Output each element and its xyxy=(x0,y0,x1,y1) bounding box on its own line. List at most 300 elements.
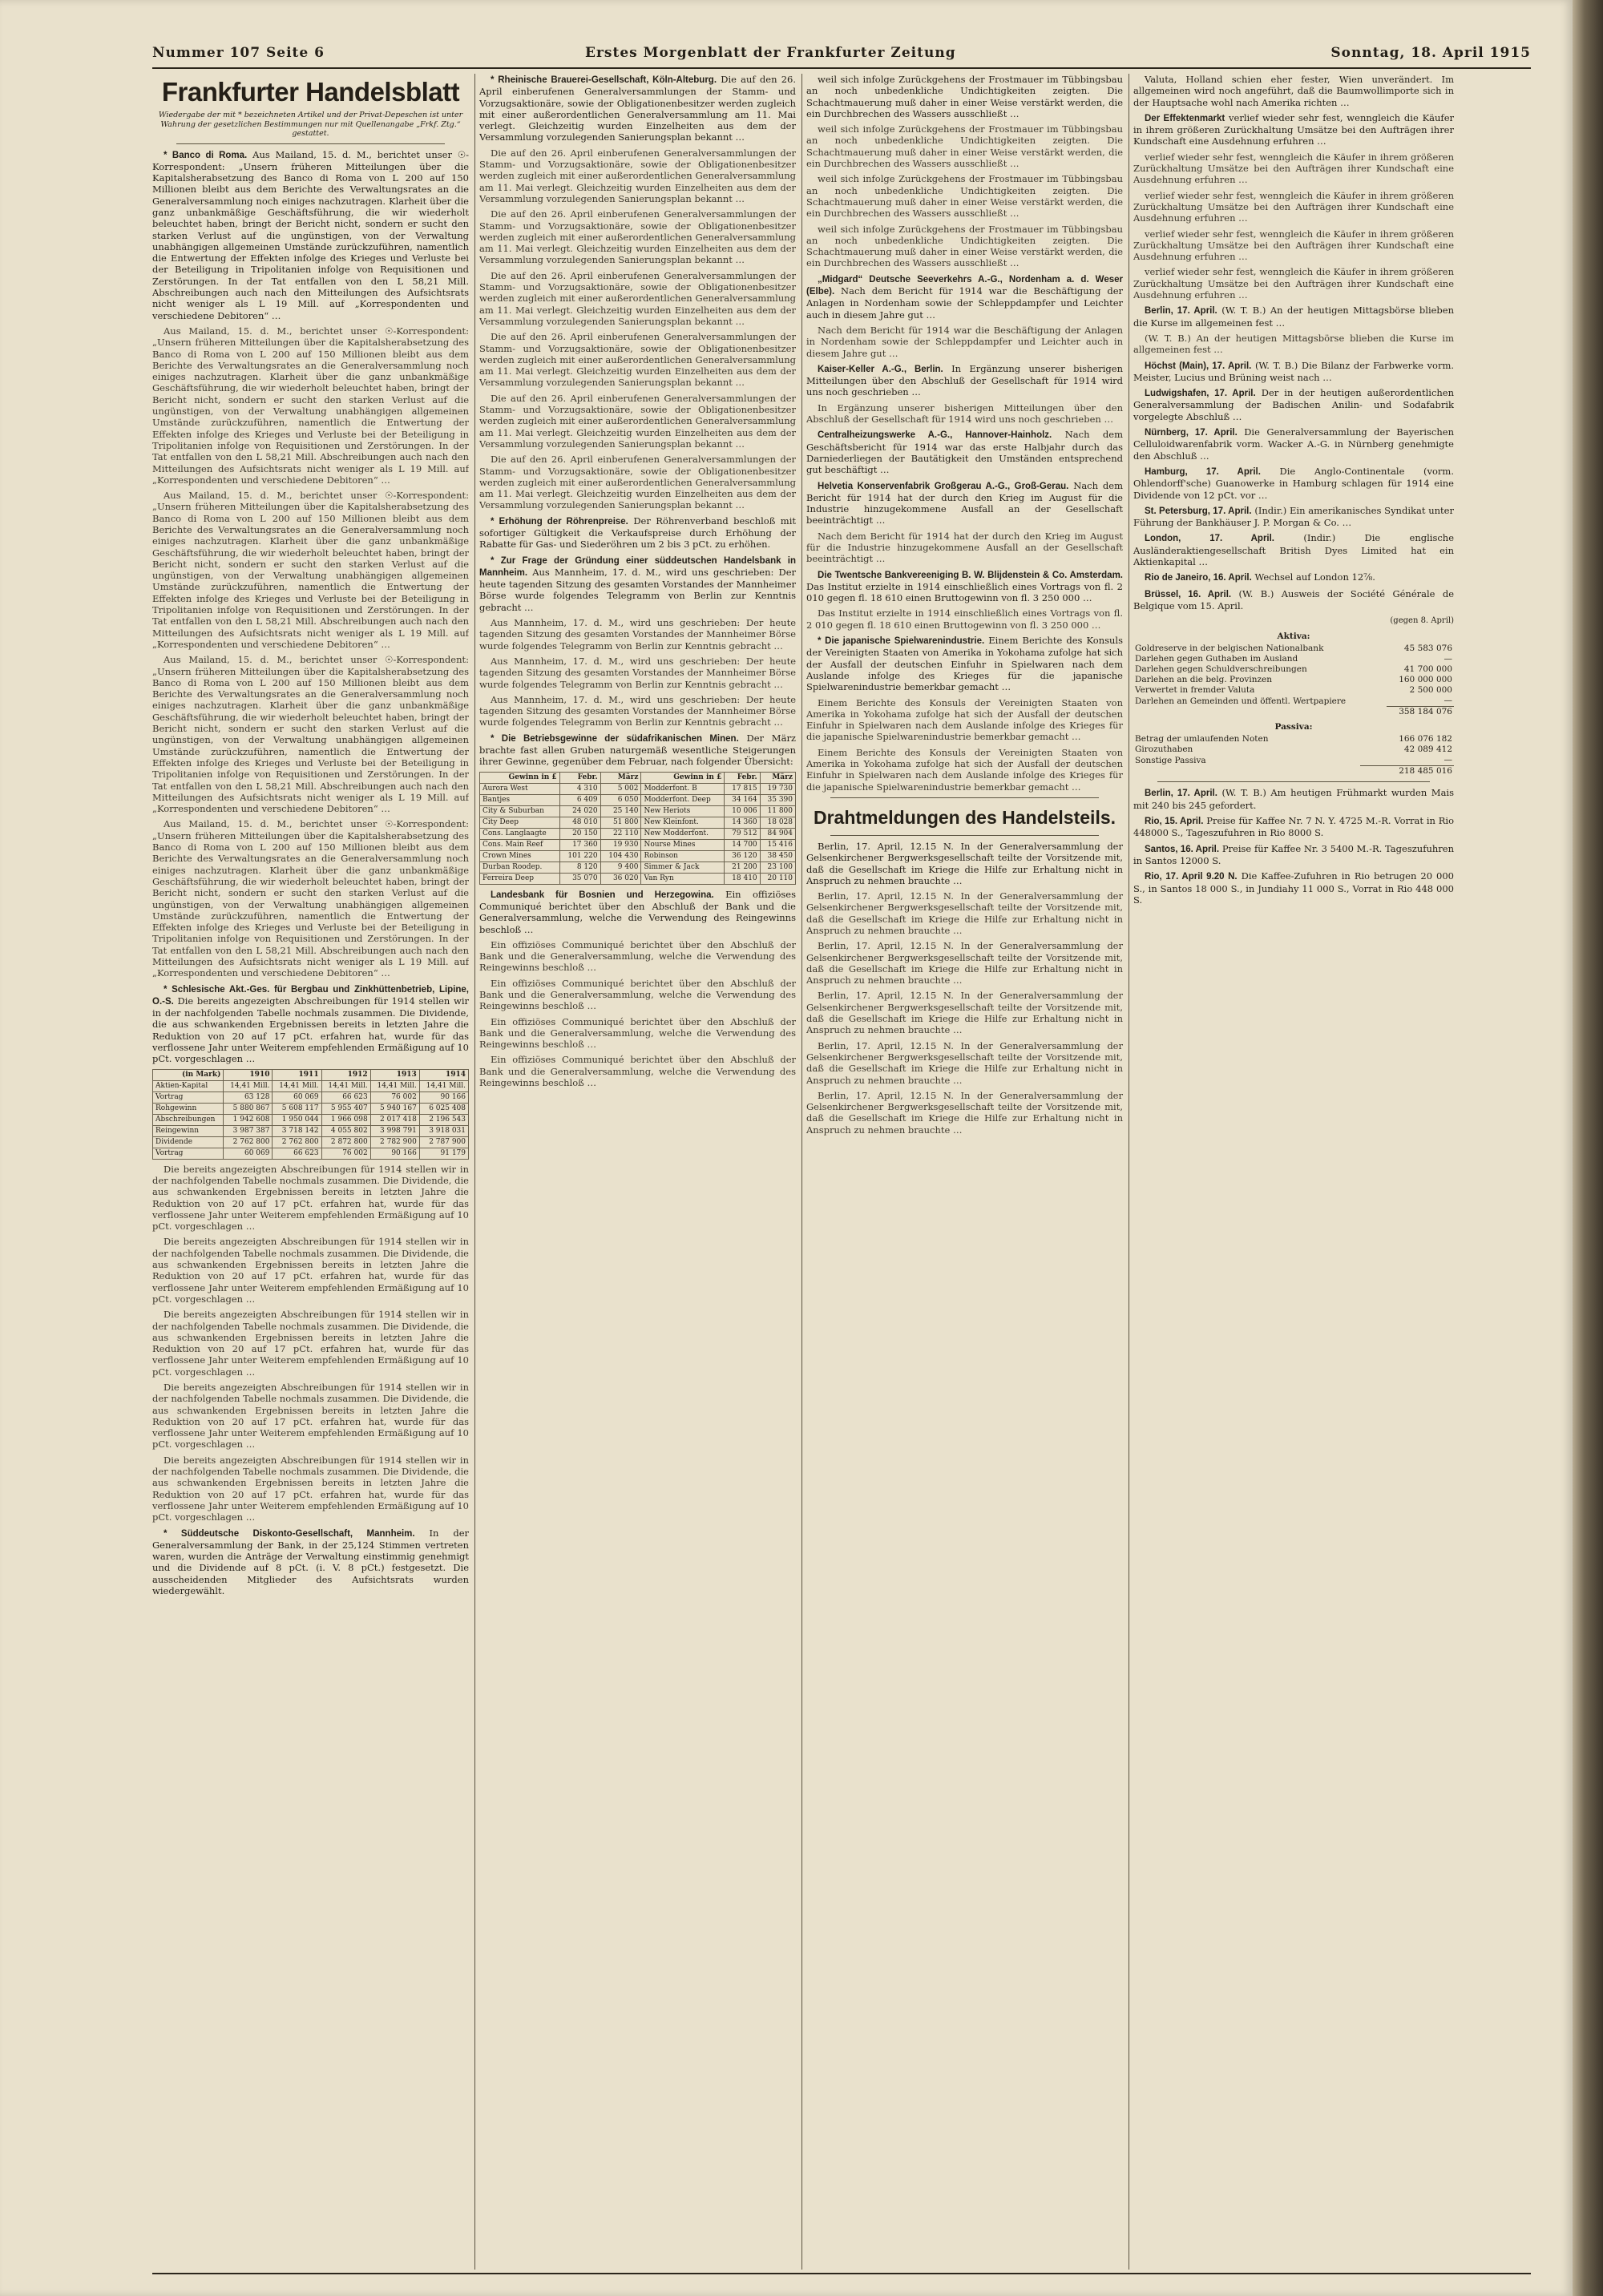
article-continuation xyxy=(806,940,1123,986)
article-text: Aus Mailand, 15. d. M., berichtet unser ☉-Korrespondent: „Unsern früheren Mitteilungen über die Kapitalsherabsetzung des Banco di Roma von L 200 auf 150 Millionen bleibt aus dem Berichte des Verwaltungsrates an die Generalversammlung noch einiges nachzutragen. Klarheit über die ganz unbankmäßige Geschäftsführung, die wir wiederholt beleuchtet haben, bringt der Bericht nicht, sondern er sucht den starken Verlust auf die ungünstigen, von der Verwaltung unabhängigen allgemeinen Umstände zurückzuführen, namentlich die Entwertung der Effekten infolge des Krieges und Verluste bei der Beteiligung in Tripolitanien infolge von Requisitionen und Zerstörungen. In der Tat entfallen von den L 58,21 Mill. Abschreibungen auch nach den Mitteilungen des Aufsichtsrats nicht weniger als L 19 Mill. auf „Korrespondenten und verschiedene Debitoren“ … xyxy=(152,654,469,815)
article-lead: London, 17. April. xyxy=(1145,534,1275,544)
article-text: verlief wieder sehr fest, wenngleich die Käufer in ihrem größeren Zurückhaltung Umsätze bei den Aufträgen ihrer Kundschaft eine Ausdehnung erfuhren … xyxy=(1133,266,1454,301)
table-cell: 18 028 xyxy=(760,817,795,828)
article-lead: „Midgard“ Deutsche Seeverkehrs A.-G., Nordenham a. d. Weser (Elbe). xyxy=(806,274,1123,297)
article-continuation xyxy=(152,1164,469,1233)
article-twentsche-bank xyxy=(806,569,1123,604)
article-text: Berlin, 17. April, 12.15 N. In der Generalversammlung der Gelsenkirchener Bergwerksgesellschaft teilte der Vorsitzende mit, daß die Gesellschaft im Kriege die Hilfe zur Erhaltung nicht in Anspruch zu nehmen brauchte … xyxy=(806,990,1123,1036)
header-rule xyxy=(152,67,1531,69)
balance-row xyxy=(1133,755,1454,766)
article-text: Das Institut erzielte in 1914 einschließlich eines Vortrags von fl. 2 010 gegen fl. 18 610 einen Bruttogewinn von fl. 3 250 000 … xyxy=(806,607,1123,631)
article-text: Die auf den 26. April einberufenen Generalversammlungen der Stamm- und Vorzugsaktionäre, sowie der Obligationenbesitzer werden zugleich mit einer außerordentlichen Generalversammlung am 11. Mai verlegt. Gleichzeitig wurden Einzelheiten aus dem der Versammlung vorzulegenden Sanierungsplan bekannt … xyxy=(479,331,796,389)
column-1 xyxy=(152,74,469,2270)
article-text: Die auf den 26. April einberufenen Generalversammlungen der Stamm- und Vorzugsaktionäre, sowie der Obligationenbesitzer werden zugleich mit einer außerordentlichen Generalversammlung am 11. Mai verlegt. Gleichzeitig wurden Einzelheiten aus dem der Versammlung vorzulegenden Sanierungsplan bekannt … xyxy=(479,74,796,143)
article-continuation xyxy=(806,224,1123,269)
table-cell: 6 050 xyxy=(600,794,641,805)
table-cell: 66 623 xyxy=(321,1092,370,1103)
table-header-cell: März xyxy=(760,772,795,783)
table-cell: 2 196 543 xyxy=(419,1114,468,1125)
balance-label: Goldreserve in der belgischen Nationalbank xyxy=(1135,644,1324,654)
article-continuation xyxy=(152,1309,469,1378)
table-cell: 51 800 xyxy=(600,817,641,828)
article-text: Valuta, Holland schien eher fester, Wien unverändert. Im allgemeinen wird noch angeführt, daß die Baumwollimporte sich in der Hauptsache wohl nach Amerika richten … xyxy=(1133,74,1454,108)
table-cell: 14,41 Mill. xyxy=(273,1080,321,1092)
market-rio xyxy=(1133,815,1454,839)
article-continuation xyxy=(152,490,469,650)
table-cell: 14,41 Mill. xyxy=(419,1080,468,1092)
article-continuation xyxy=(806,531,1123,565)
article-continuation xyxy=(806,607,1123,631)
table-cell: 36 020 xyxy=(600,873,641,884)
table-cell: 3 998 791 xyxy=(370,1125,419,1136)
table-header-cell: Gewinn in £ xyxy=(480,772,560,783)
table-cell: 76 002 xyxy=(370,1092,419,1103)
article-text: (W. T. B.) An der heutigen Mittagsbörse blieben die Kurse im allgemeinen fest … xyxy=(1133,332,1454,356)
article-continuation xyxy=(806,747,1123,793)
table-cell: New Heriots xyxy=(641,805,725,817)
article-continuation xyxy=(1133,190,1454,224)
table-cell: Robinson xyxy=(641,850,725,862)
article-text: Aus Mailand, 15. d. M., berichtet unser ☉-Korrespondent: „Unsern früheren Mitteilungen über die Kapitalsherabsetzung des Banco di Roma von L 200 auf 150 Millionen bleibt aus dem Berichte des Verwaltungsrates an die Generalversammlung noch einiges nachzutragen. Klarheit über die ganz unbankmäßige Geschäftsführung, die wir wiederholt beleuchtet haben, bringt der Bericht nicht, sondern er sucht den starken Verlust auf die ungünstigen, von der Verwaltung unabhängigen allgemeinen Umstände zurückzuführen, namentlich die Entwertung der Effekten infolge des Krieges und Verluste bei der Beteiligung in Tripolitanien infolge von Requisitionen und Zerstörungen. In der Tat entfallen von den L 58,21 Mill. Abschreibungen auch nach den Mitteilungen des Aufsichtsrats nicht weniger als L 19 Mill. auf „Korrespondenten und verschiedene Debitoren“ … xyxy=(152,148,469,321)
telegram-hoechst xyxy=(1133,360,1454,384)
table-header-cell: Gewinn in £ xyxy=(641,772,725,783)
table-row xyxy=(153,1148,469,1159)
article-lead: Höchst (Main), 17. April. xyxy=(1145,361,1252,371)
article-continuation xyxy=(479,208,796,265)
article-text: Einem Berichte des Konsuls der Vereinigten Staaten von Amerika in Yokohama zufolge hat sich der Ausfall der deutschen Einfuhr in Spielwaren nach dem Auslande infolge des Krieges für die japanische Spielwarenindustrie bemerkbar gemacht … xyxy=(806,696,1123,743)
article-continuation xyxy=(806,173,1123,219)
table-row xyxy=(480,794,796,805)
article-text: Das Institut erzielte in 1914 einschließlich eines Vortrags von fl. 2 010 gegen fl. 18 610 einen Bruttogewinn von fl. 3 250 000 … xyxy=(806,580,1123,604)
table-cell: 35 390 xyxy=(760,794,795,805)
market-santos xyxy=(1133,843,1454,867)
table-cell: 24 020 xyxy=(559,805,600,817)
table-cell: Reingewinn xyxy=(153,1125,224,1136)
article-text: Die Generalversammlung der Bayerischen Celluloidwarenfabrik vorm. Wacker A.-G. in Nürnberg genehmigte den Abschluß … xyxy=(1133,426,1454,462)
article-lead: Centralheizungswerke A.-G., Hannover-Hainholz. xyxy=(818,430,1052,441)
table-cell: 2 762 800 xyxy=(273,1136,321,1148)
table-row xyxy=(153,1114,469,1125)
table-cell: City Deep xyxy=(480,817,560,828)
telegram-berlin xyxy=(1133,305,1454,329)
article-lead: Landesbank für Bosnien und Herzegowina. xyxy=(491,890,714,900)
table-cell: 8 120 xyxy=(559,862,600,873)
table-cell: Vortrag xyxy=(153,1148,224,1159)
table-cell: 3 987 387 xyxy=(224,1125,273,1136)
liabilities-total: 218 485 016 xyxy=(1360,766,1454,777)
balance-row xyxy=(1133,644,1454,654)
article-text: In Ergänzung unserer bisherigen Mitteilungen über den Abschluß der Gesellschaft für 1914 wird uns noch geschrieben … xyxy=(806,362,1123,398)
article-text: (W. B.) Ausweis der Société Générale de Belgique vom 15. April. xyxy=(1133,587,1454,611)
table-cell: Dividende xyxy=(153,1136,224,1148)
table-cell: 35 070 xyxy=(559,873,600,884)
table-cell: Simmer & Jack xyxy=(641,862,725,873)
balance-unit: (gegen 8. April) xyxy=(1390,616,1454,626)
article-continuation xyxy=(806,990,1123,1035)
table-cell: 101 220 xyxy=(559,850,600,862)
table-row xyxy=(480,783,796,794)
table-cell: Vortrag xyxy=(153,1092,224,1103)
table-row xyxy=(480,850,796,862)
article-continuation xyxy=(806,1090,1123,1136)
article-text: (Indir.) Die englische Ausländeraktiengesellschaft British Dyes Limited hat ein Aktienkapital … xyxy=(1133,532,1454,567)
table-cell: 2 782 900 xyxy=(370,1136,419,1148)
table-row xyxy=(480,862,796,873)
table-cell: 17 360 xyxy=(559,839,600,850)
divider xyxy=(176,143,445,144)
page-header xyxy=(152,42,1531,66)
table-cell: 60 069 xyxy=(273,1092,321,1103)
article-continuation xyxy=(1133,266,1454,301)
article-continuation xyxy=(479,617,796,652)
balance-row xyxy=(1133,696,1454,707)
article-helvetia xyxy=(806,480,1123,527)
table-cell: 5 955 407 xyxy=(321,1103,370,1114)
balance-row xyxy=(1133,734,1454,744)
balance-value: 41 700 000 xyxy=(1403,664,1452,675)
table-cell: 2 762 800 xyxy=(224,1136,273,1148)
assets-caption: Aktiva: xyxy=(1277,632,1310,642)
article-text: Der in der heutigen außerordentlichen Generalversammlung der Badischen Anilin- und Sodafabrik vorgelegte Abschluß … xyxy=(1133,387,1454,422)
table-cell: 91 179 xyxy=(419,1148,468,1159)
table-cell: 84 904 xyxy=(760,828,795,839)
table-cell: Van Ryn xyxy=(641,873,725,884)
article-continuation xyxy=(806,325,1123,359)
article-handelsbank-mannheim xyxy=(479,555,796,613)
article-lead: Kaiser-Keller A.-G., Berlin. xyxy=(818,364,943,374)
telegram-london xyxy=(1133,532,1454,567)
article-lead: * Erhöhung der Röhrenpreise. xyxy=(491,516,628,527)
article-text: Berlin, 17. April, 12.15 N. In der Generalversammlung der Gelsenkirchener Bergwerksgesellschaft teilte der Vorsitzende mit, daß die Gesellschaft im Kriege die Hilfe zur Erhaltung nicht in Anspruch zu nehmen brauchte … xyxy=(806,940,1123,987)
issue-date: Sonntag, 18. April 1915 xyxy=(1330,45,1531,61)
balance-label: Betrag der umlaufenden Noten xyxy=(1135,734,1269,744)
article-lead: Hamburg, 17. April. xyxy=(1145,466,1261,477)
table-cell: 90 166 xyxy=(419,1092,468,1103)
table-cell: New Modderfont. xyxy=(641,828,725,839)
article-text: verlief wieder sehr fest, wenngleich die Käufer in ihrem größeren Zurückhaltung Umsätze bei den Aufträgen ihrer Kundschaft eine Ausdehnung erfuhren … xyxy=(1133,189,1454,224)
table-row xyxy=(153,1080,469,1092)
telegram-bruessel xyxy=(1133,588,1454,612)
table-cell: Cons. Langlaagte xyxy=(480,828,560,839)
article-text: Ein offiziöses Communiqué berichtet über den Abschluß der Bank und die Generalversammlung, welche die Verwendung des Reingewinns beschloß … xyxy=(479,888,796,935)
telegram-hamburg xyxy=(1133,466,1454,501)
article-text: Die bereits angezeigten Abschreibungen für 1914 stellen wir in der nachfolgenden Tabelle nochmals zusammen. Die Dividende, die aus schwankenden Ergebnissen bereits in letzten Jahre die Reduktion von 20 auf 17 pCt. erfahren hat, wurde für das verflossene Jahr unter Weiterem empfehlenden Ermäßigung auf 10 pCt. vorgeschlagen … xyxy=(152,1309,469,1378)
article-text: Ein offiziöses Communiqué berichtet über den Abschluß der Bank und die Generalversammlung, welche die Verwendung des Reingewinns beschloß … xyxy=(479,1054,796,1089)
issue-number: Nummer 107 Seite 6 xyxy=(152,45,325,61)
article-lead: Berlin, 17. April. xyxy=(1145,306,1217,317)
article-rheinische-brauerei xyxy=(479,74,796,143)
article-continuation xyxy=(1133,228,1454,263)
article-centralheizungswerke xyxy=(806,429,1123,475)
table-cell: 104 430 xyxy=(600,850,641,862)
section-masthead: Frankfurter Handelsblatt xyxy=(161,77,460,107)
article-text: Die auf den 26. April einberufenen Generalversammlungen der Stamm- und Vorzugsaktionäre, sowie der Obligationenbesitzer werden zugleich mit einer außerordentlichen Generalversammlung am 11. Mai verlegt. Gleichzeitig wurden Einzelheiten aus dem der Versammlung vorzulegenden Sanierungsplan bekannt … xyxy=(479,392,796,450)
article-suedafrikanische-minen xyxy=(479,732,796,768)
table-cell: Modderfont. B xyxy=(641,783,725,794)
article-continuation xyxy=(1133,151,1454,186)
article-text: Preise für Kaffee Nr. 7 N. Y. 4725 M.-R. Vorrat in Rio 448000 S., Tageszufuhren in Rio 8000 S. xyxy=(1133,815,1454,839)
table-header-cell: 1912 xyxy=(321,1069,370,1080)
article-text: Der März brachte fast allen Gruben naturgemäß wesentliche Steigerungen ihrer Gewinne, gegenüber dem Februar, nach folgender Übersicht: xyxy=(479,732,796,768)
article-text: (W. T. B.) Am heutigen Frühmarkt wurden Mais mit 240 bis 245 gefordert. xyxy=(1133,787,1454,811)
article-continuation xyxy=(479,270,796,327)
table-cell: 20 110 xyxy=(760,873,795,884)
article-lead: Ludwigshafen, 17. April. xyxy=(1145,389,1256,399)
table-row xyxy=(480,805,796,817)
table-cell: 76 002 xyxy=(321,1148,370,1159)
balance-assets-table xyxy=(1133,630,1454,717)
article-continuation xyxy=(152,1382,469,1451)
table-row xyxy=(153,1092,469,1103)
table-row xyxy=(153,1103,469,1114)
telegrams-heading: Drahtmeldungen des Handelsteils. xyxy=(813,806,1116,828)
article-text: Aus Mailand, 15. d. M., berichtet unser ☉-Korrespondent: „Unsern früheren Mitteilungen über die Kapitalsherabsetzung des Banco di Roma von L 200 auf 150 Millionen bleibt aus dem Berichte des Verwaltungsrates an die Generalversammlung noch einiges nachzutragen. Klarheit über die ganz unbankmäßige Geschäftsführung, die wir wiederholt beleuchtet haben, bringt der Bericht nicht, sondern er sucht den starken Verlust auf die ungünstigen, von der Verwaltung unabhängigen allgemeinen Umstände zurückzuführen, namentlich die Entwertung der Effekten infolge des Krieges und Verluste bei der Beteiligung in Tripolitanien infolge von Requisitionen und Zerstörungen. In der Tat entfallen von den L 58,21 Mill. Abschreibungen auch nach den Mitteilungen des Aufsichtsrats nicht weniger als L 19 Mill. auf „Korrespondenten und verschiedene Debitoren“ … xyxy=(152,818,469,979)
article-lead: * Zur Frage der Gründung einer süddeutschen Handelsbank in Mannheim. xyxy=(479,555,796,578)
table-cell: 5 608 117 xyxy=(273,1103,321,1114)
balance-label: Darlehen an die belg. Provinzen xyxy=(1135,675,1272,685)
balance-row xyxy=(1133,654,1454,664)
article-effektenmarkt xyxy=(1133,112,1454,147)
article-continuation xyxy=(152,325,469,486)
article-continuation xyxy=(806,123,1123,169)
article-text: Die bereits angezeigten Abschreibungen für 1914 stellen wir in der nachfolgenden Tabelle nochmals zusammen. Die Dividende, die aus schwankenden Ergebnissen bereits in letzten Jahre die Reduktion von 20 auf 17 pCt. erfahren hat, wurde für das verflossene Jahr unter Weiterem empfehlenden Ermäßigung auf 10 pCt. vorgeschlagen … xyxy=(152,1236,469,1305)
telegram-nuernberg xyxy=(1133,426,1454,462)
article-schlesische-akt-ges xyxy=(152,983,469,1065)
article-text: (W. T. B.) An der heutigen Mittagsbörse blieben die Kurse im allgemeinen fest … xyxy=(1133,305,1454,329)
liabilities-caption: Passiva: xyxy=(1274,722,1313,732)
table-cell: 5 940 167 xyxy=(370,1103,419,1114)
balance-value: — xyxy=(1444,654,1452,664)
article-text: weil sich infolge Zurückgehens der Frostmauer im Tübbingsbau an noch unbedenkliche Undichtigkeiten zeigten. Die Schachtmauerung muß daher in einer Weise verstärkt werden, die ein Durchbrechen des Wassers ausschließt … xyxy=(806,74,1123,119)
article-text: Aus Mailand, 15. d. M., berichtet unser ☉-Korrespondent: „Unsern früheren Mitteilungen über die Kapitalsherabsetzung des Banco di Roma von L 200 auf 150 Millionen bleibt aus dem Berichte des Verwaltungsrates an die Generalversammlung noch einiges nachzutragen. Klarheit über die ganz unbankmäßige Geschäftsführung, die wir wiederholt beleuchtet haben, bringt der Bericht nicht, sondern er sucht den starken Verlust auf die ungünstigen, von der Verwaltung unabhängigen allgemeinen Umstände zurückzuführen, namentlich die Entwertung der Effekten infolge des Krieges und Verluste bei der Beteiligung in Tripolitanien infolge von Requisitionen und Zerstörungen. In der Tat entfallen von den L 58,21 Mill. Abschreibungen auch nach den Mitteilungen des Aufsichtsrats nicht weniger als L 19 Mill. auf „Korrespondenten und verschiedene Debitoren“ … xyxy=(152,325,469,486)
article-sueddeutsche-diskonto xyxy=(152,1527,469,1597)
article-text: Berlin, 17. April, 12.15 N. In der Generalversammlung der Gelsenkirchener Bergwerksgesellschaft teilte der Vorsitzende mit, daß die Gesellschaft im Kriege die Hilfe zur Erhaltung nicht in Anspruch zu nehmen brauchte … xyxy=(806,890,1123,936)
column-divider xyxy=(474,74,475,2270)
balance-label: Girozuthaben xyxy=(1135,744,1193,755)
table-cell: 1 966 098 xyxy=(321,1114,370,1125)
table-cell: 9 400 xyxy=(600,862,641,873)
article-text: Wechsel auf London 12⅞. xyxy=(1254,571,1375,583)
article-text: verlief wieder sehr fest, wenngleich die Käufer in ihrem größeren Zurückhaltung Umsätze bei den Aufträgen ihrer Kundschaft eine Ausdehnung erfuhren … xyxy=(1133,228,1454,263)
telegram-rio xyxy=(1133,571,1454,583)
article-lead: * Die japanische Spielwarenindustrie. xyxy=(818,636,985,647)
table-cell: 15 416 xyxy=(760,839,795,850)
article-text: Berlin, 17. April, 12.15 N. In der Generalversammlung der Gelsenkirchener Bergwerksgesellschaft teilte der Vorsitzende mit, daß die Gesellschaft im Kriege die Hilfe zur Erhaltung nicht in Anspruch zu nehmen brauchte … xyxy=(806,1089,1123,1136)
article-text: Die bereits angezeigten Abschreibungen für 1914 stellen wir in der nachfolgenden Tabelle nochmals zusammen. Die Dividende, die aus schwankenden Ergebnissen bereits in letzten Jahre die Reduktion von 20 auf 17 pCt. erfahren hat, wurde für das verflossene Jahr unter Weiterem empfehlenden Ermäßigung auf 10 pCt. vorgeschlagen … xyxy=(152,1382,469,1451)
article-text: Die bereits angezeigten Abschreibungen für 1914 stellen wir in der nachfolgenden Tabelle nochmals zusammen. Die Dividende, die aus schwankenden Ergebnissen bereits in letzten Jahre die Reduktion von 20 auf 17 pCt. erfahren hat, wurde für das verflossene Jahr unter Weiterem empfehlenden Ermäßigung auf 10 pCt. vorgeschlagen … xyxy=(152,1163,469,1233)
article-lead: Berlin, 17. April. xyxy=(1145,789,1217,799)
article-text: Aus Mannheim, 17. d. M., wird uns geschrieben: Der heute tagenden Sitzung des gesamten Vorstandes der Mannheimer Börse wurde folgendes Telegramm von Berlin zur Kenntnis gebracht … xyxy=(479,566,796,613)
article-text: (Indir.) Ein amerikanisches Syndikat unter Führung der Bankhäuser J. P. Morgan & Co. … xyxy=(1133,504,1454,529)
divider xyxy=(830,835,1099,836)
table-header-cell: 1910 xyxy=(224,1069,273,1080)
article-text: Ein offiziöses Communiqué berichtet über den Abschluß der Bank und die Generalversammlung, welche die Verwendung des Reingewinns beschloß … xyxy=(479,938,796,974)
article-lead: Der Effektenmarkt xyxy=(1145,113,1225,123)
table-header-cell: März xyxy=(600,772,641,783)
article-lead: Rio, 17. April 9.20 N. xyxy=(1145,872,1238,882)
table-cell: 20 150 xyxy=(559,828,600,839)
article-continuation xyxy=(806,402,1123,426)
table-cell: 1 950 044 xyxy=(273,1114,321,1125)
column-2 xyxy=(479,74,796,2270)
balance-label: Darlehen an Gemeinden und öffentl. Wertpapiere xyxy=(1135,696,1347,706)
article-text: Die auf den 26. April einberufenen Generalversammlungen der Stamm- und Vorzugsaktionäre, sowie der Obligationenbesitzer werden zugleich mit einer außerordentlichen Generalversammlung am 11. Mai verlegt. Gleichzeitig wurden Einzelheiten aus dem der Versammlung vorzulegenden Sanierungsplan bekannt … xyxy=(479,208,796,266)
table-cell: Aurora West xyxy=(480,783,560,794)
footer-rule xyxy=(152,2273,1531,2274)
article-text: Die bereits angezeigten Abschreibungen für 1914 stellen wir in der nachfolgenden Tabelle nochmals zusammen. Die Dividende, die aus schwankenden Ergebnissen bereits in letzten Jahre die Reduktion von 20 auf 17 pCt. erfahren hat, wurde für das verflossene Jahr unter Weiterem empfehlenden Ermäßigung auf 10 pCt. vorgeschlagen … xyxy=(152,995,469,1065)
table-cell: 5 002 xyxy=(600,783,641,794)
table-cell: 2 017 418 xyxy=(370,1114,419,1125)
article-text: Die auf den 26. April einberufenen Generalversammlungen der Stamm- und Vorzugsaktionäre, sowie der Obligationenbesitzer werden zugleich mit einer außerordentlichen Generalversammlung am 11. Mai verlegt. Gleichzeitig wurden Einzelheiten aus dem der Versammlung vorzulegenden Sanierungsplan bekannt … xyxy=(479,147,796,204)
table-header-cell: 1913 xyxy=(370,1069,419,1080)
article-text: Der Röhrenverband beschloß mit sofortiger Gültigkeit die Verkaufspreise durch Erhöhung der Rabatte für Gas- und Siederöhren um 2 bis 3 pCt. zu erhöhen. xyxy=(479,514,796,551)
table-cell: 1 942 608 xyxy=(224,1114,273,1125)
article-text: Aus Mannheim, 17. d. M., wird uns geschrieben: Der heute tagenden Sitzung des gesamten Vorstandes der Mannheimer Börse wurde folgendes Telegramm von Berlin zur Kenntnis gebracht … xyxy=(479,655,796,690)
article-text: Aus Mannheim, 17. d. M., wird uns geschrieben: Der heute tagenden Sitzung des gesamten Vorstandes der Mannheimer Börse wurde folgendes Telegramm von Berlin zur Kenntnis gebracht … xyxy=(479,617,796,652)
table-header-cell: Febr. xyxy=(559,772,600,783)
table-cell: 11 800 xyxy=(760,805,795,817)
table-cell: 25 140 xyxy=(600,805,641,817)
article-lead: Die Twentsche Bankvereeniging B. W. Blijdenstein & Co. Amsterdam. xyxy=(818,570,1123,580)
balance-value: 2 500 000 xyxy=(1409,685,1452,696)
assets-total: 358 184 076 xyxy=(1387,707,1454,718)
table-cell: 17 815 xyxy=(725,783,760,794)
article-continuation xyxy=(152,1455,469,1523)
table-cell: Rohgewinn xyxy=(153,1103,224,1114)
table-cell: 38 450 xyxy=(760,850,795,862)
article-text: Die auf den 26. April einberufenen Generalversammlungen der Stamm- und Vorzugsaktionäre, sowie der Obligationenbesitzer werden zugleich mit einer außerordentlichen Generalversammlung am 11. Mai verlegt. Gleichzeitig wurden Einzelheiten aus dem der Versammlung vorzulegenden Sanierungsplan bekannt … xyxy=(479,454,796,511)
article-continued xyxy=(806,74,1123,119)
article-lead: Santos, 16. April. xyxy=(1145,844,1220,854)
table-cell: 19 730 xyxy=(760,783,795,794)
table-cell: 34 164 xyxy=(725,794,760,805)
article-text: Die auf den 26. April einberufenen Generalversammlungen der Stamm- und Vorzugsaktionäre, sowie der Obligationenbesitzer werden zugleich mit einer außerordentlichen Generalversammlung am 11. Mai verlegt. Gleichzeitig wurden Einzelheiten aus dem der Versammlung vorzulegenden Sanierungsplan bekannt … xyxy=(479,269,796,327)
balance-value: 166 076 182 xyxy=(1399,734,1452,744)
article-text: weil sich infolge Zurückgehens der Frostmauer im Tübbingsbau an noch unbedenkliche Undichtigkeiten zeigten. Die Schachtmauerung muß daher in einer Weise verstärkt werden, die ein Durchbrechen des Wassers ausschließt … xyxy=(806,223,1123,269)
article-text: (W. T. B.) Die Bilanz der Farbwerke vorm. Meister, Lucius und Brüning weist nach … xyxy=(1133,359,1454,383)
table-cell: 2 872 800 xyxy=(321,1136,370,1148)
article-lead: * Süddeutsche Diskonto-Gesellschaft, Mannheim. xyxy=(164,1528,415,1539)
table-cell: 23 100 xyxy=(760,862,795,873)
balance-value: 160 000 000 xyxy=(1399,675,1452,685)
table-cell: 4 055 802 xyxy=(321,1125,370,1136)
balance-value: 45 583 076 xyxy=(1403,644,1452,654)
newspaper-name: Erstes Morgenblatt der Frankfurter Zeitung xyxy=(585,45,956,61)
balance-row xyxy=(1133,744,1454,755)
table-cell: 2 787 900 xyxy=(419,1136,468,1148)
market-berlin xyxy=(1133,787,1454,811)
article-continuation xyxy=(152,654,469,814)
table-cell: 5 880 867 xyxy=(224,1103,273,1114)
table-cell: 79 512 xyxy=(725,828,760,839)
article-continuation xyxy=(806,697,1123,743)
article-text: Ein offiziöses Communiqué berichtet über den Abschluß der Bank und die Generalversammlung, welche die Verwendung des Reingewinns beschloß … xyxy=(479,1015,796,1051)
article-lead: Brüssel, 16. April. xyxy=(1145,589,1232,599)
article-text: Nach dem Bericht für 1914 war die Beschäftigung der Anlagen in Nordenham sowie der Schleppdampfer und Leichter auch in diesem Jahre gut … xyxy=(806,285,1123,321)
table-cell: Nourse Mines xyxy=(641,839,725,850)
article-lead: * Banco di Roma. xyxy=(164,150,248,160)
article-continuation xyxy=(806,890,1123,936)
table-cell: 19 930 xyxy=(600,839,641,850)
article-text: Einem Berichte des Konsuls der Vereinigten Staaten von Amerika in Yokohama zufolge hat sich der Ausfall der deutschen Einfuhr in Spielwaren nach dem Auslande infolge des Krieges für die japanische Spielwarenindustrie bemerkbar gemacht … xyxy=(806,635,1123,693)
mines-profit-table xyxy=(479,772,796,885)
article-text: Nach dem Bericht für 1914 hat der durch den Krieg im August für die Industrie hinzugekommene Ausfall an der Gesellschaft beeinträchtigt … xyxy=(806,479,1123,527)
article-lead: Rio, 15. April. xyxy=(1145,817,1204,827)
column-4 xyxy=(1133,74,1454,2270)
article-banco-di-roma xyxy=(152,149,469,321)
article-text: Aus Mannheim, 17. d. M., wird uns geschrieben: Der heute tagenden Sitzung des gesamten Vorstandes der Mannheimer Börse wurde folgendes Telegramm von Berlin zur Kenntnis gebracht … xyxy=(479,693,796,728)
table-cell: 66 623 xyxy=(273,1148,321,1159)
table-cell: 21 200 xyxy=(725,862,760,873)
table-cell: Abschreibungen xyxy=(153,1114,224,1125)
table-cell: 14,41 Mill. xyxy=(224,1080,273,1092)
article-continuation xyxy=(479,454,796,510)
table-cell: 14,41 Mill. xyxy=(321,1080,370,1092)
table-cell: 22 110 xyxy=(600,828,641,839)
article-text: Nach dem Geschäftsbericht für 1914 war das erste Halbjahr durch das Darniederliegen der Bautätigkeit den Umständen entsprechend gut beschäftigt … xyxy=(806,429,1123,476)
divider xyxy=(1157,781,1430,782)
article-landesbank-bosnien xyxy=(479,889,796,935)
article-continuation xyxy=(479,1016,796,1051)
table-cell: 3 718 142 xyxy=(273,1125,321,1136)
masthead-note: Wiedergabe der mit * bezeichneten Artikel und der Privat-Depeschen ist unter Wahrung der gesetzlichen Bestimmungen nur mit Quellenangabe „Frkf. Ztg.“ gestattet. xyxy=(158,111,463,138)
article-lead: Helvetia Konservenfabrik Großgerau A.-G., Groß-Gerau. xyxy=(818,481,1069,491)
balance-value: — xyxy=(1444,696,1452,706)
article-lead: Rio de Janeiro, 16. April. xyxy=(1145,573,1252,583)
article-text: In Ergänzung unserer bisherigen Mitteilungen über den Abschluß der Gesellschaft für 1914 wird uns noch geschrieben … xyxy=(806,401,1123,426)
balance-label: Sonstige Passiva xyxy=(1135,755,1206,765)
telegram-text xyxy=(806,841,1123,886)
table-cell: 48 010 xyxy=(559,817,600,828)
table-cell: Modderfont. Deep xyxy=(641,794,725,805)
table-cell: 14,41 Mill. xyxy=(370,1080,419,1092)
table-cell: Crown Mines xyxy=(480,850,560,862)
article-text: Die Anglo-Continentale (vorm. Ohlendorff'sche) Guanowerke in Hamburg schlagen für 1914 eine Dividende von 12 pCt. vor … xyxy=(1133,465,1454,501)
article-continuation xyxy=(479,331,796,388)
balance-value: 42 089 412 xyxy=(1403,744,1452,755)
article-lead: Nürnberg, 17. April. xyxy=(1145,428,1238,438)
article-text: Die Kaffee-Zufuhren in Rio betrugen 20 000 S., in Santos 18 000 S., in Jundiahy 11 000 S., Vorrat in Rio 448 000 S. xyxy=(1133,870,1454,906)
article-text: Aus Mailand, 15. d. M., berichtet unser ☉-Korrespondent: „Unsern früheren Mitteilungen über die Kapitalsherabsetzung des Banco di Roma von L 200 auf 150 Millionen bleibt aus dem Berichte des Verwaltungsrates an die Generalversammlung noch einiges nachzutragen. Klarheit über die ganz unbankmäßige Geschäftsführung, die wir wiederholt beleuchtet haben, bringt der Bericht nicht, sondern er sucht den starken Verlust auf die ungünstigen, von der Verwaltung unabhängigen allgemeinen Umstände zurückzuführen, namentlich die Entwertung der Effekten infolge des Krieges und Verluste bei der Beteiligung in Tripolitanien infolge von Requisitionen und Zerstörungen. In der Tat entfallen von den L 58,21 Mill. Abschreibungen auch nach den Mitteilungen des Aufsichtsrats nicht weniger als L 19 Mill. auf „Korrespondenten und verschiedene Debitoren“ … xyxy=(152,490,469,650)
table-cell: Durban Roodep. xyxy=(480,862,560,873)
balance-row xyxy=(1133,664,1454,675)
table-cell: Aktien-Kapital xyxy=(153,1080,224,1092)
article-text: verlief wieder sehr fest, wenngleich die Käufer in ihrem größeren Zurückhaltung Umsätze bei den Aufträgen ihrer Kundschaft eine Ausdehnung erfuhren … xyxy=(1133,151,1454,186)
table-cell: 10 006 xyxy=(725,805,760,817)
article-text: weil sich infolge Zurückgehens der Frostmauer im Tübbingsbau an noch unbedenkliche Undichtigkeiten zeigten. Die Schachtmauerung muß daher in einer Weise verstärkt werden, die ein Durchbrechen des Wassers ausschließt … xyxy=(806,123,1123,170)
article-lead: * Rheinische Brauerei-Gesellschaft, Köln-Alteburg. xyxy=(491,75,717,85)
dividend-table xyxy=(152,1069,469,1160)
article-midgard xyxy=(806,273,1123,321)
table-header-cell: 1911 xyxy=(273,1069,321,1080)
table-cell: 63 128 xyxy=(224,1092,273,1103)
article-text: Nach dem Bericht für 1914 war die Beschäftigung der Anlagen in Nordenham sowie der Schleppdampfer und Leichter auch in diesem Jahre gut … xyxy=(806,324,1123,359)
column-3 xyxy=(806,74,1123,2270)
balance-row xyxy=(1133,685,1454,696)
article-text: Die bereits angezeigten Abschreibungen für 1914 stellen wir in der nachfolgenden Tabelle nochmals zusammen. Die Dividende, die aus schwankenden Ergebnissen bereits in letzten Jahre die Reduktion von 20 auf 17 pCt. erfahren hat, wurde für das verflossene Jahr unter Weiterem empfehlenden Ermäßigung auf 10 pCt. vorgeschlagen … xyxy=(152,1454,469,1523)
table-row xyxy=(480,828,796,839)
table-cell: 36 120 xyxy=(725,850,760,862)
article-lead: St. Petersburg, 17. April. xyxy=(1145,506,1252,516)
article-japanische-spielwaren xyxy=(806,635,1123,692)
table-cell: New Kleinfont. xyxy=(641,817,725,828)
table-cell: 90 166 xyxy=(370,1148,419,1159)
table-cell: City & Suburban xyxy=(480,805,560,817)
table-cell: 18 410 xyxy=(725,873,760,884)
article-lead: * Schlesische Akt.-Ges. für Bergbau und Zinkhüttenbetrieb, Lipine, O.-S. xyxy=(152,984,469,1007)
article-continuation xyxy=(479,1054,796,1088)
telegram-ludwigshafen xyxy=(1133,387,1454,422)
